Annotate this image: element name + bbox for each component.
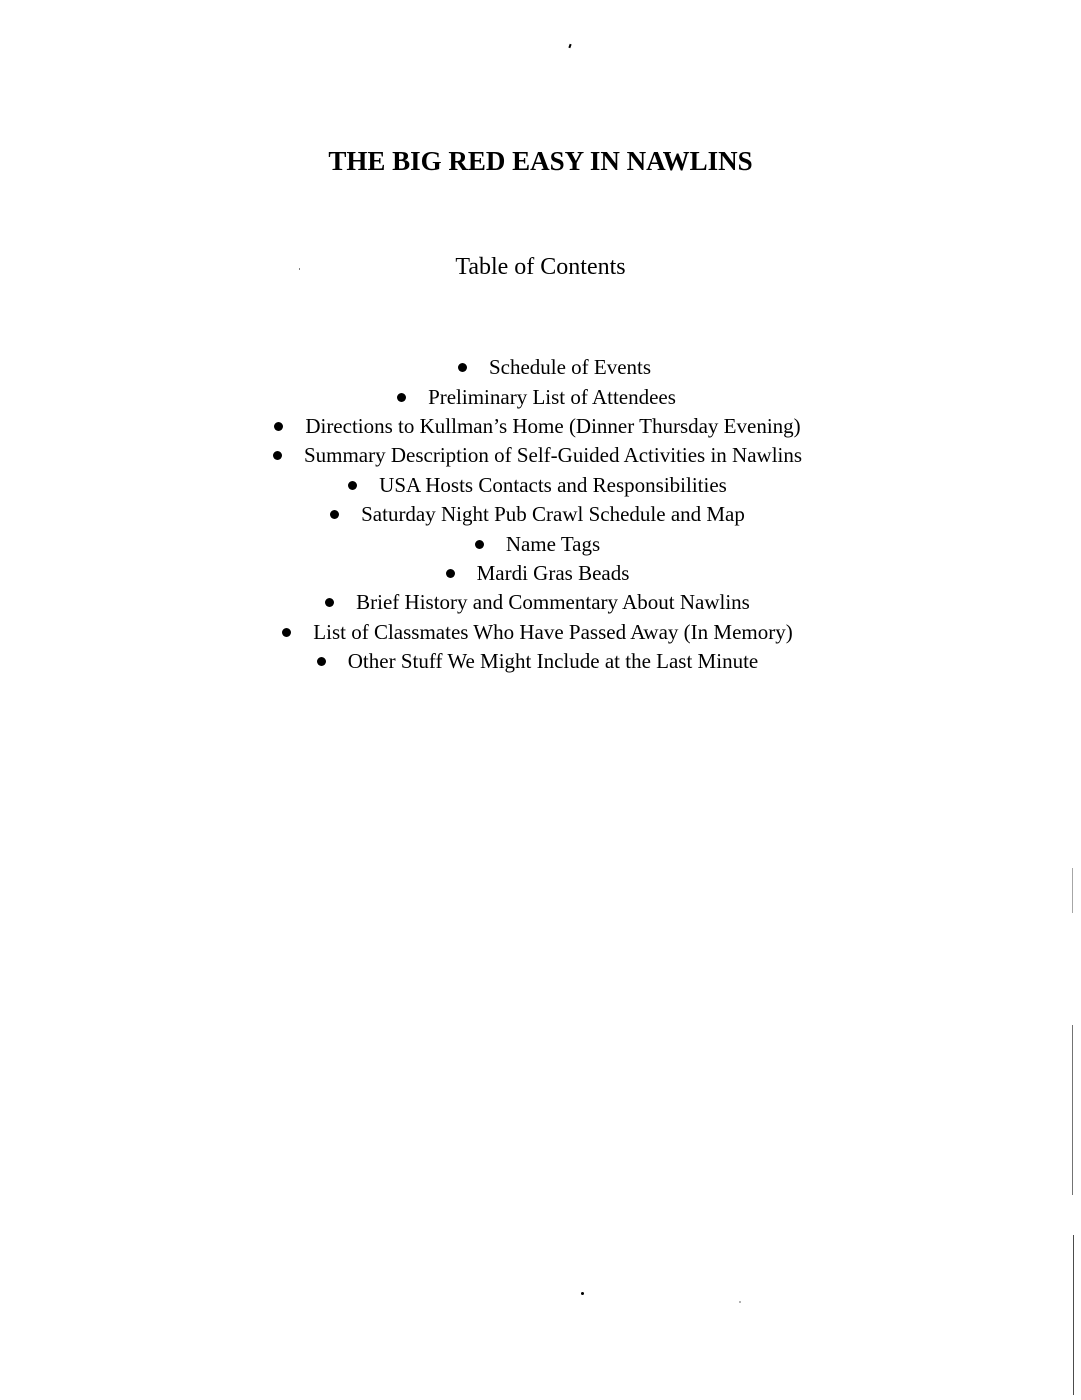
list-item-label: Name Tags <box>505 531 601 556</box>
list-item-label: USA Hosts Contacts and Responsibilities <box>379 472 727 497</box>
bullet-icon <box>273 451 282 460</box>
list-item-label: Other Stuff We Might Include at the Last Minute <box>347 649 759 674</box>
list-item <box>0 471 1078 500</box>
bullet-icon <box>458 363 467 372</box>
list-item-label: Brief History and Commentary About Nawlins <box>356 590 750 615</box>
list-item-label: Summary Description of Self-Guided Activities in Nawlins <box>303 443 803 468</box>
scan-edge-line <box>1073 1235 1074 1395</box>
bullet-icon <box>274 422 283 431</box>
bullet-icon <box>446 569 455 578</box>
bullet-icon <box>475 540 484 549</box>
list-item-label: Mardi Gras Beads <box>476 560 630 585</box>
list-item <box>0 441 1078 470</box>
list-item-label: Directions to Kullman’s Home (Dinner Thursday Evening) <box>305 413 801 438</box>
scan-speck <box>739 1301 741 1303</box>
toc-list <box>0 353 1081 676</box>
list-item-label: Saturday Night Pub Crawl Schedule and Map <box>361 502 745 527</box>
scan-speck <box>568 44 571 48</box>
scan-edge-line <box>1072 868 1073 913</box>
bullet-icon <box>348 481 357 490</box>
list-item <box>0 647 1078 676</box>
bullet-icon <box>330 510 339 519</box>
scan-edge-line <box>1072 1025 1073 1195</box>
list-item-label: List of Classmates Who Have Passed Away (In Memory) <box>313 619 793 644</box>
list-item <box>0 559 1078 588</box>
list-item <box>0 588 1078 617</box>
list-item-label: Schedule of Events <box>488 355 652 380</box>
list-item <box>0 618 1078 647</box>
bullet-icon <box>397 393 406 402</box>
list-item <box>0 500 1078 529</box>
list-item <box>14 353 1081 382</box>
bullet-icon <box>317 657 326 666</box>
list-item <box>0 412 1078 441</box>
list-item <box>0 382 1077 411</box>
scan-speck <box>581 1292 584 1295</box>
toc-heading: Table of Contents <box>455 254 626 280</box>
document-title: THE BIG RED EASY IN NAWLINS <box>328 146 753 176</box>
bullet-icon <box>325 598 334 607</box>
bullet-icon <box>282 628 291 637</box>
list-item <box>0 529 1078 558</box>
scan-speck <box>299 268 300 270</box>
list-item-label: Preliminary List of Attendees <box>428 384 676 409</box>
